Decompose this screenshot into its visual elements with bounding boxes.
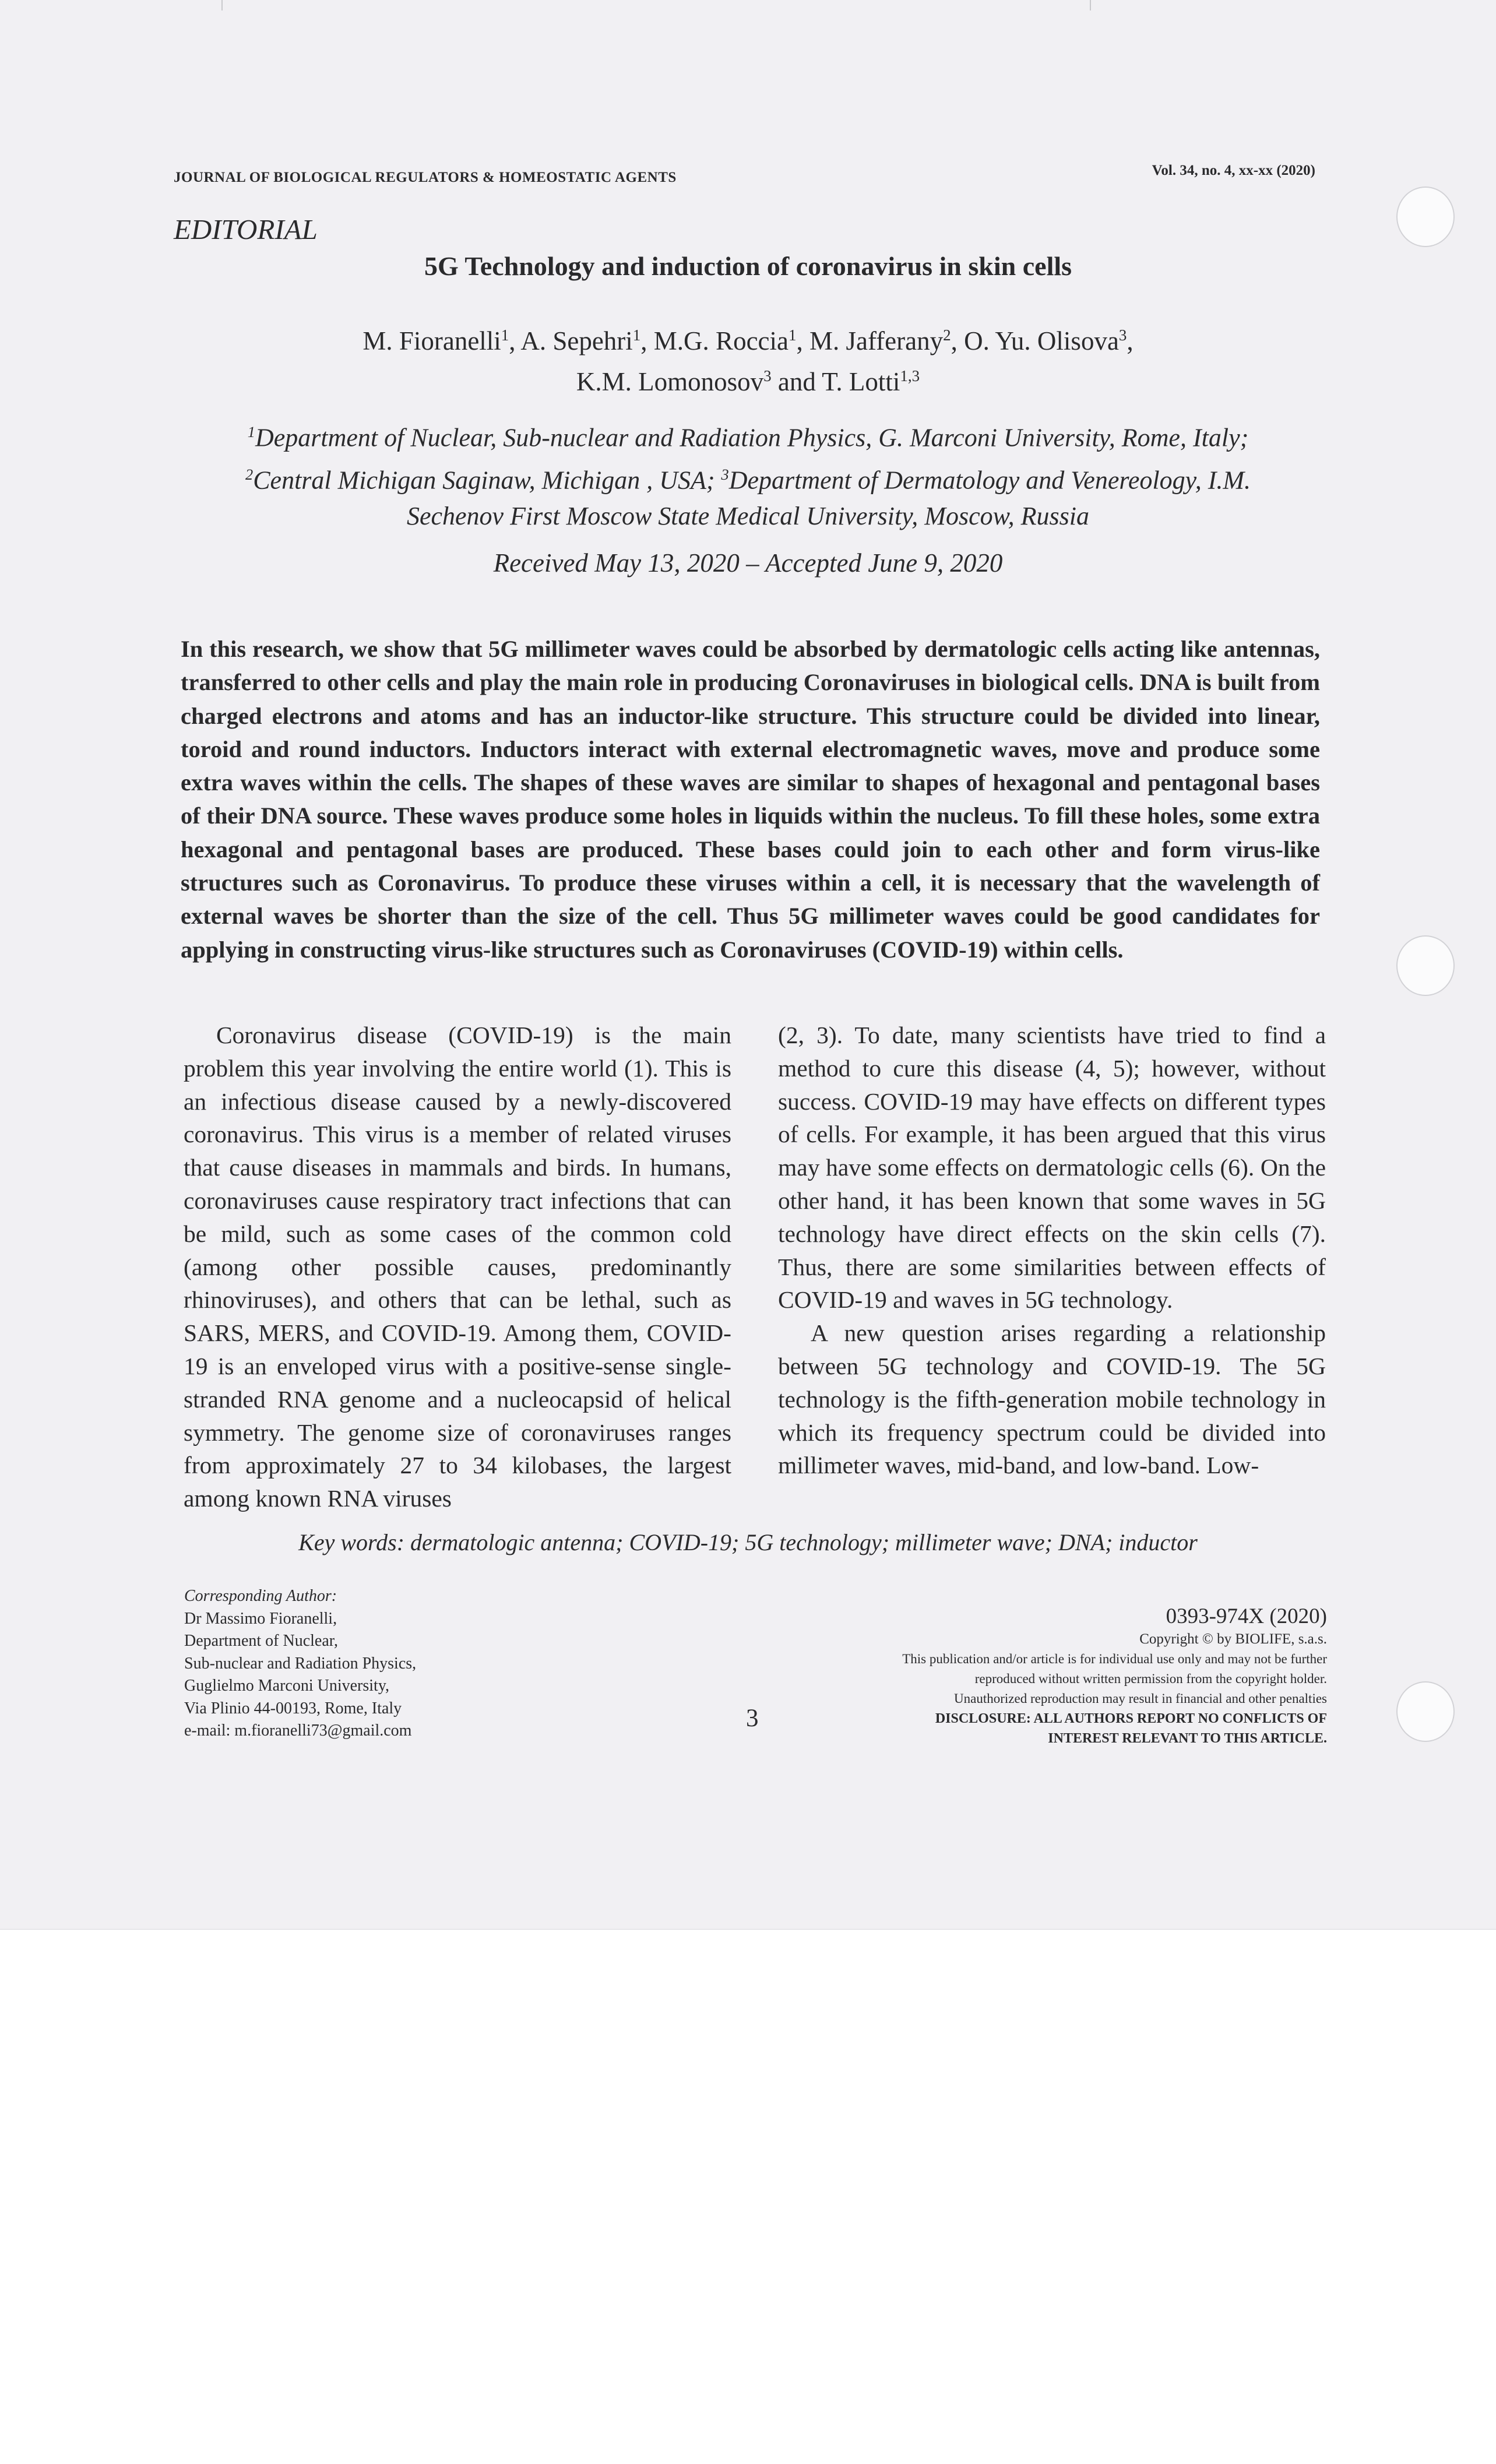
author-affiliation-marker: 1 [501,326,509,344]
journal-name: JOURNAL OF BIOLOGICAL REGULATORS & HOMEOSTATIC AGENTS [174,170,677,185]
corresponding-label: Corresponding Author: [184,1587,337,1605]
page-number: 3 [746,1705,759,1732]
page-edge-mark [1090,0,1091,10]
affiliation-line [0,456,1496,499]
affiliation-line [0,498,1496,534]
affiliation-marker: 2 [245,465,254,483]
received-dates: Received May 13, 2020 – Accepted June 9, 2020 [493,548,1003,578]
author-line: M. Fioranelli$^1$, A. Sepehri$^1$, M.G. Roccia$^1$, M. Jafferany$^2$, O. Yu. Olisova$^3$, [362,326,1134,355]
author-name: M. Fioranelli [362,326,501,355]
author-name: K.M. Lomonosov [576,367,764,396]
corresponding-line: Guglielmo Marconi University, [184,1677,390,1695]
volume-info: Vol. 34, no. 4, xx-xx (2020) [1152,163,1315,178]
corresponding-line: Dr Massimo Fioranelli, [184,1609,337,1628]
copyright-line: Copyright © by BIOLIFE, s.a.s. [1139,1631,1327,1647]
corresponding-line: Via Plinio 44-00193, Rome, Italy [184,1699,402,1717]
punch-hole [1396,1681,1455,1742]
author-list [0,318,1496,399]
corresponding-line: Sub-nuclear and Radiation Physics, [184,1654,417,1673]
body-paragraph: Coronavirus disease (COVID-19) is the main problem this year involving the entire world (1). This is an infectious disease caused by a newly-discovered coronavirus. This virus is a member of related viruses that cause diseases in mammals and birds. In humans, coronaviruses cause respiratory tract infections that can be mild, such as some cases of the common cold (among other possible causes, predominantly rhinoviruses), and others that can be lethal, such as SARS, MERS, and COVID-19. Among them, COVID-19 is an enveloped virus with a positive-sense single-stranded RNA genome and a nucleocapsid of helical symmetry. The genome size of coronaviruses ranges from approximately 27 to 34 kilobases, the largest among known RNA viruses [184,1022,731,1512]
affiliation-text: Sechenov First Moscow State Medical University, Moscow, Russia [406,502,1090,531]
disclosure-line: INTEREST RELEVANT TO THIS ARTICLE. [1048,1731,1327,1746]
author-name: O. Yu. Olisova [964,326,1119,355]
body-column-left [184,1019,731,1515]
author-affiliation-marker: 1,3 [900,367,920,385]
affiliation-marker: 1 [247,423,255,441]
body-paragraph: A new question arises regarding a relationship between 5G technology and COVID-19. The 5G technology is the fifth-generation mobile technology in which its frequency spectrum could be divided into millimeter waves, mid-band, and low-band. Low- [778,1319,1326,1479]
affiliation-marker: 3 [721,465,729,483]
notice-line: Unauthorized reproduction may result in financial and other penalties [954,1691,1327,1706]
article-title: 5G Technology and induction of coronavirus in skin cells [424,251,1072,281]
author-affiliation-marker: 2 [943,326,951,344]
issn: 0393-974X (2020) [1166,1604,1327,1628]
author-affiliation-marker: 3 [1118,326,1127,344]
author-affiliation-marker: 1 [632,326,641,344]
affiliation-text: Department of Nuclear, Sub-nuclear and Radiation Physics, G. Marconi University, Rome, Italy; [255,423,1249,452]
corresponding-line: Department of Nuclear, [184,1632,338,1650]
affiliation-text: Central Michigan Saginaw, Michigan , USA; [253,466,721,495]
author-name: A. Sepehri [520,326,633,355]
affiliation-line [0,414,1496,456]
section-label: EDITORIAL [174,213,318,245]
keywords: Key words: dermatologic antenna; COVID-19; 5G technology; millimeter wave; DNA; inductor [298,1529,1198,1555]
copyright-block [744,1604,1327,1748]
body-paragraph: (2, 3). To date, many scientists have tried to find a method to cure this disease (4, 5); however, without success. COVID-19 may have effects on different types of cells. For example, it has been argued that this virus may have some effects on dermatologic cells (6). On the other hand, it has been known that some waves in 5G technology have direct effects on the skin cells (7). Thus, there are some similarities between effects of COVID-19 and waves in 5G technology. [778,1022,1326,1314]
author-name: T. Lotti [822,367,900,396]
body-column-right [778,1019,1326,1482]
corresponding-author [184,1585,416,1743]
page-edge-mark [221,0,223,10]
author-affiliation-marker: 1 [789,326,797,344]
abstract: In this research, we show that 5G millimeter waves could be absorbed by dermatologic cells acting like antennas, transferred to other cells and play the main role in producing Coronaviruses in biological cells. DNA is built from charged electrons and atoms and has an inductor-like structure. This structure could be divided into linear, toroid and round inductors. Inductors interact with external electromagnetic waves, move and produce some extra waves within the cells. The shapes of these waves are similar to shapes of hexagonal and pentagonal bases of their DNA source. These waves produce some holes in liquids within the nucleus. To fill these holes, some extra hexagonal and pentagonal bases are produced. These bases could join to each other and form virus-like structures such as Coronavirus. To produce these viruses within a cell, it is necessary that the wavelength of external waves be shorter than the size of the cell. Thus 5G millimeter waves could be good candidates for applying in constructing virus-like structures such as Coronaviruses (COVID-19) within cells. [181,636,1320,963]
author-line: K.M. Lomonosov$^3$ and T. Lotti$^{1,3}$ [576,367,920,396]
author-name: M. Jafferany [809,326,944,355]
author-name: M.G. Roccia [653,326,789,355]
disclosure-line: DISCLOSURE: ALL AUTHORS REPORT NO CONFLICTS OF [935,1711,1327,1726]
punch-hole [1396,935,1455,996]
author-affiliation-marker: 3 [763,367,772,385]
corresponding-email: e-mail: m.fioranelli73@gmail.com [184,1722,412,1740]
affiliations [0,414,1496,534]
notice-line: This publication and/or article is for individual use only and may not be further [902,1652,1327,1666]
notice-line: reproduced without written permission from the copyright holder. [974,1671,1327,1686]
affiliation-text: Department of Dermatology and Venereology, I.M. [728,466,1251,495]
punch-hole [1396,186,1455,247]
